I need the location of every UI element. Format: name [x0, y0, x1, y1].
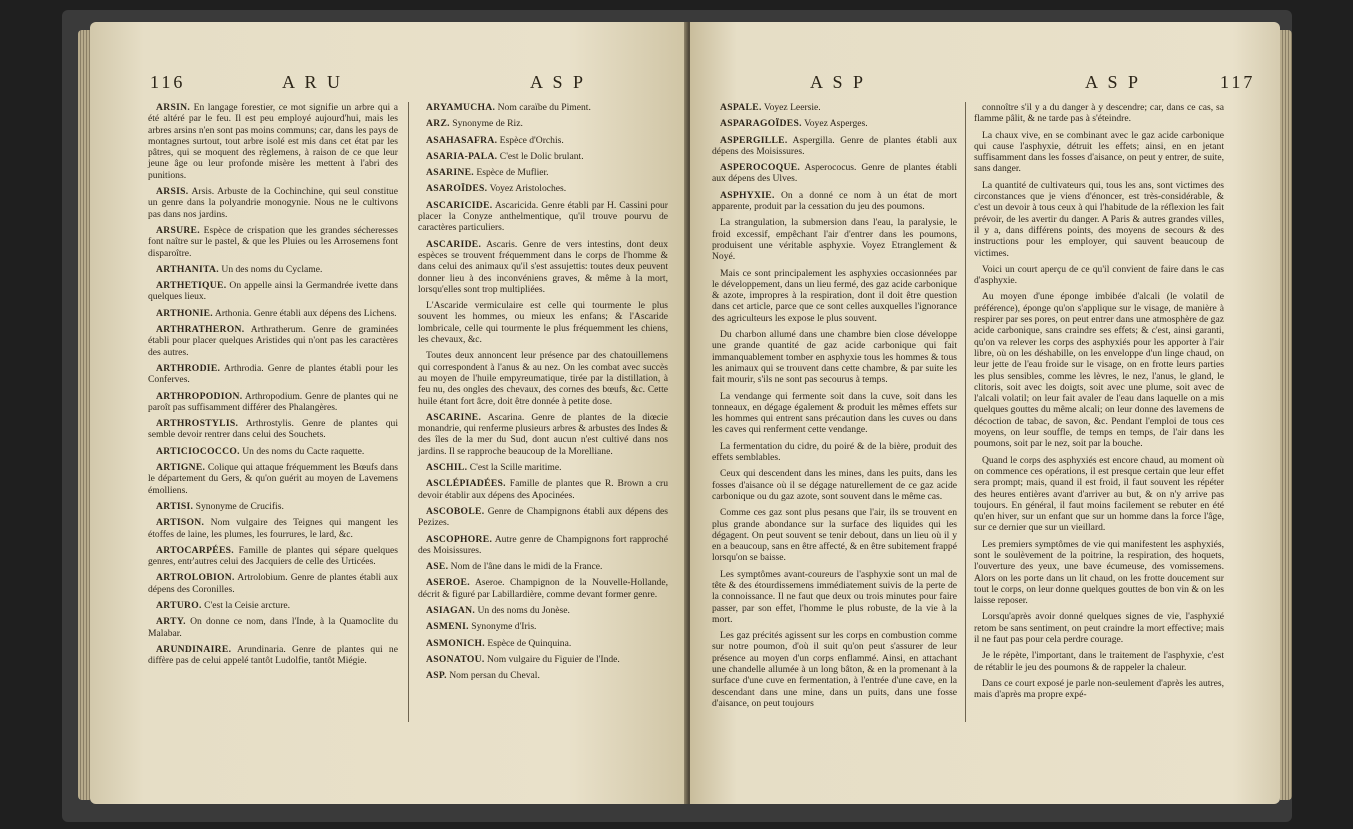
entry-text: Synonyme de Riz.: [452, 118, 523, 130]
entry-paragraph: [974, 611, 1224, 645]
entry-text: Nom vulgaire des Teignes qui mangent les étoffes de laine, les plumes, les fourrures, le lard, &c.: [148, 517, 398, 540]
entry-text: Famille de plantes que R. Brown a cru devoir établir aux dépens des Apocinées.: [418, 478, 668, 501]
entry-text: Quand le corps des asphyxiés est encore chaud, au moment où on commence ces opérations, il est presque certain que leur effet sera prompt; mais, quand il est froid, il faut souvent les répéter des heures entières avant d'arriver au but, & on n'y arrive pas toujours. En général, il faut moins facilement se rebuter en été qu'en hiver, sur un enfant que sur un homme dans la force l'âge, sur ce dernier que sur un vieillard.: [974, 454, 1224, 534]
entry-headword: ASEROE.: [426, 577, 470, 589]
entry-paragraph: [712, 630, 957, 709]
entry-headword: ASCARIDE.: [426, 238, 482, 250]
entry-text: C'est la Ceisie arcture.: [204, 599, 291, 611]
entry-headword: ARYAMUCHA.: [426, 102, 496, 113]
page-number: 116: [150, 72, 186, 92]
entry-text: C'est le Dolic brulant.: [499, 150, 584, 162]
entry-paragraph: [974, 650, 1224, 673]
dictionary-entry: [418, 200, 668, 234]
running-head: A S P: [530, 72, 587, 92]
dictionary-entry: [418, 506, 668, 529]
entry-headword: ASCARINE.: [426, 411, 482, 423]
entry-text: Les symptômes avant-coureurs de l'asphyxie sont un mal de tête & des étourdissemens immédiatement suivis de la perte de la connoissance. Il ne faut que deux ou trois minutes pour faire passer, par son effet, l'homme le plus robuste, de la vie à la mort.: [712, 568, 957, 625]
entry-headword: ASONATOU.: [426, 653, 485, 665]
entry-headword: ARSURE.: [156, 224, 200, 236]
entry-headword: ARTHANITA.: [156, 263, 219, 275]
dictionary-entry: [418, 638, 668, 649]
entry-headword: ARUNDINAIRE.: [156, 643, 232, 655]
entry-headword: ASARINE.: [426, 167, 474, 179]
dictionary-entry: [148, 280, 398, 303]
entry-text: La strangulation, la submersion dans l'eau, la paralysie, le froid excessif, empêchant l'air d'entrer dans les poumons, produisent une véritable asphyxie. Voyez Etranglement & Noyé.: [712, 217, 957, 263]
dictionary-entry: [418, 118, 668, 129]
entry-text: Espèce d'Orchis.: [499, 134, 564, 146]
dictionary-entry: [148, 264, 398, 275]
entry-text: Voyez Leersie.: [763, 102, 821, 113]
entry-text: L'Ascaride vermiculaire est celle qui tourmente le plus souvent les hommes, ou mieux les enfans; & l'Ascaride lombricale, celle qui tourmente le plus fréquemment les chiens, les chevaux, &c.: [418, 300, 668, 346]
entry-text: Toutes deux annoncent leur présence par des chatouillemens qui correspondent à l'anus & au nez. On les combat avec succès au moyen de l'huile empyreumatique, tirée par la distillation, à feu nu, des ongles des chevaux, des cornes des bœufs, &c. Cette huile étant fort âcre, doit être donnée à petite dose.: [418, 350, 668, 407]
entry-text: Espèce de Quinquina.: [487, 637, 572, 649]
dictionary-entry: [712, 102, 957, 113]
entry-headword: ASCHIL.: [426, 462, 468, 474]
entry-headword: ARTICIOCOCCO.: [156, 445, 240, 457]
entry-paragraph: [974, 180, 1224, 259]
entry-text: Genre de Champignons établi aux dépens des Pezizes.: [418, 505, 668, 529]
entry-headword: ARTOCARPÉES.: [156, 544, 234, 556]
entry-text: Un des noms du Cacte raquette.: [242, 445, 365, 457]
dictionary-entry: [148, 501, 398, 512]
entry-text: En langage forestier, ce mot signifie un arbre qui a été altéré par le feu. Il est peu employé aujourd'hui, mais les arbres arsins n'en sont pas moins communs; car, dans les pays de montagnes surtout, tout arbre isolé est mis dans cet état par les pâtres, qui se moquent des règlemens, à raison de ce que leur jeune âge ou leur profonde misère les mettent à l'abri des punitions.: [148, 102, 398, 181]
entry-text: Aspergilla. Genre de plantes établi aux dépens des Moisissures.: [712, 134, 957, 157]
entry-text: Ascaricida. Genre établi par H. Cassini pour placer la Conyze anthelmentique, qu'il trouve pourvu de caractères particuliers.: [418, 199, 669, 234]
entry-headword: ASIAGAN.: [426, 604, 476, 616]
entry-text: Arthropodium. Genre de plantes qui ne paroît pas suffisamment différer des Phalangères.: [148, 390, 398, 413]
text-column-1: [712, 102, 957, 714]
entry-text: Arundinaria. Genre de plantes qui ne diffère pas de celui appelé tantôt Ludolfie, tantôt Miégie.: [148, 643, 398, 667]
entry-paragraph: [712, 329, 957, 385]
running-head: A S P: [810, 72, 867, 92]
entry-headword: ARTHETIQUE.: [156, 280, 227, 292]
dictionary-entry: [148, 517, 398, 540]
entry-headword: ASCARICIDE.: [426, 199, 493, 211]
dictionary-entry: [148, 324, 398, 358]
entry-headword: ASCLÉPIADÉES.: [426, 478, 506, 490]
right-page: [690, 22, 1280, 804]
entry-headword: ARTIGNE.: [156, 462, 206, 474]
entry-text: Synonyme d'Iris.: [471, 621, 537, 633]
entry-headword: ARTHRODIE.: [156, 362, 221, 374]
column-rule: [965, 102, 966, 722]
entry-headword: ARTISON.: [156, 517, 205, 529]
entry-text: C'est la Scille maritime.: [469, 462, 562, 474]
entry-headword: ARTROLOBION.: [156, 572, 235, 584]
dictionary-entry: [418, 239, 668, 295]
column-rule: [408, 102, 409, 722]
entry-text: La fermentation du cidre, du poiré & de la bière, produit des effets semblables.: [712, 440, 957, 464]
dictionary-entry: [418, 462, 668, 473]
entry-paragraph: [712, 507, 957, 563]
dictionary-entry: [148, 418, 398, 441]
dictionary-entry: [148, 644, 398, 667]
dictionary-entry: [148, 572, 398, 595]
dictionary-entry: [148, 308, 398, 319]
dictionary-entry: [712, 162, 957, 185]
entry-text: On a donné ce nom à un état de mort apparente, produit par la cessation du jeu des poumons.: [712, 189, 957, 213]
entry-text: Mais ce sont principalement les asphyxies occasionnées par le développement, dans un lieu fermé, des gaz acide carbonique & azote, impropres à la respiration, dont il doit être question dans cet article, parce que ce sont celles auxquelles l'ignorance des agriculteurs les expose le plus souvent.: [712, 267, 957, 324]
entry-text: Aseroe. Champignon de la Nouvelle-Hollande, décrit & figuré par Labillardière, comme devant former genre.: [418, 577, 668, 600]
entry-text: Un des noms du Jonèse.: [477, 604, 570, 616]
entry-paragraph: [418, 350, 668, 406]
entry-headword: ASPEROCOQUE.: [720, 162, 801, 174]
page-number: 117: [1220, 72, 1256, 92]
dictionary-entry: [712, 135, 957, 158]
dictionary-entry: [148, 446, 398, 457]
entry-headword: ARTHROSTYLIS.: [156, 418, 239, 430]
entry-headword: ASMENI.: [426, 621, 469, 633]
entry-headword: ASP.: [426, 670, 447, 682]
dictionary-entry: [418, 167, 668, 178]
entry-headword: ASPALE.: [720, 102, 762, 113]
dictionary-entry: [712, 118, 957, 129]
entry-text: Arthrodia. Genre de plantes établi pour les Conferves.: [148, 362, 398, 386]
entry-headword: ASCOPHORE.: [426, 533, 493, 545]
page-edges-right: [1280, 30, 1292, 800]
dictionary-entry: [418, 135, 668, 146]
entry-text: Espèce de Muflier.: [476, 167, 549, 179]
entry-text: Artrolobium. Genre de plantes établi aux dépens des Coronilles.: [148, 572, 398, 595]
entry-text: Les gaz précités agissent sur les corps en combustion comme sur notre poumon, d'où il suit qu'on peut s'assurer de leur présence au moyen d'un corps enflammé. Ainsi, en attachant une chandelle allumée à un long bâton, & en la promenant à la surface d'une cuve en fermentation, à l'entrée d'une cave, en la descendant dans une mine, dans un puits, dans une fosse d'aisance, on peut toujours: [712, 630, 957, 709]
entry-text: Ceux qui descendent dans les mines, dans les puits, dans les fosses d'aisance où il se dégage naturellement de ce gaz acide carbonique ou du gaz azote, sont souvent dans le même cas.: [712, 468, 957, 502]
entry-paragraph: [418, 300, 668, 345]
dictionary-entry: [418, 102, 668, 113]
entry-headword: ARTY.: [156, 616, 186, 628]
entry-paragraph: [974, 130, 1224, 175]
dictionary-entry: [148, 186, 398, 220]
entry-text: Voici un court aperçu de ce qu'il convient de faire dans le cas d'asphyxie.: [974, 263, 1224, 287]
entry-text: Famille de plantes qui sépare quelques genres, entr'autres celui des Jacquiers de celle des Urticées.: [148, 544, 398, 568]
entry-text: Dans ce court exposé je parle non-seulement d'après les autres, mais d'après ma propre expé-: [974, 677, 1224, 701]
entry-paragraph: [712, 268, 957, 324]
entry-headword: ASPERGILLE.: [720, 134, 788, 146]
dictionary-entry: [418, 412, 668, 457]
dictionary-entry: [418, 534, 668, 557]
entry-paragraph: [712, 217, 957, 262]
dictionary-entry: [418, 561, 668, 572]
dictionary-entry: [418, 183, 668, 194]
dictionary-entry: [148, 363, 398, 386]
dictionary-entry: [148, 102, 398, 181]
entry-text: Je le répète, l'important, dans le traitement de l'asphyxie, c'est de rétablir le jeu des poumons & de rappeler la chaleur.: [974, 650, 1224, 673]
entry-paragraph: [712, 569, 957, 625]
left-page: [90, 22, 688, 804]
entry-text: Arthrostylis. Genre de plantes qui semble devoir rentrer dans celui des Souchets.: [148, 418, 398, 441]
text-column-2: [974, 102, 1224, 706]
entry-text: Voyez Aristoloches.: [489, 183, 567, 195]
entry-headword: ASARIA-PALA.: [426, 150, 498, 162]
dictionary-entry: [418, 654, 668, 665]
entry-text: Un des noms du Cyclame.: [221, 263, 323, 275]
entry-paragraph: [712, 391, 957, 436]
entry-text: Colique qui attaque fréquemment les Bœufs dans le département du Gers, & qu'on guérit au moyen de Lavemens émolliens.: [148, 462, 398, 496]
entry-paragraph: [712, 468, 957, 502]
entry-text: Autre genre de Champignons fort rapproché des Moisissures.: [418, 533, 668, 556]
dictionary-entry: [148, 545, 398, 568]
entry-headword: ASAROÏDES.: [426, 183, 488, 195]
entry-text: Ascarina. Genre de plantes de la diœcie monandrie, qui renferme plusieurs arbres & arbustes des Indes & des îles de la mer du Sud, dont aucun n'est cultivé dans nos jardins. Il se rapproche beaucoup de la Morelliane.: [418, 411, 668, 457]
dictionary-entry: [148, 616, 398, 639]
entry-paragraph: [974, 102, 1224, 125]
entry-text: On appelle ainsi la Germandrée ivette dans quelques lieux.: [148, 280, 398, 303]
entry-text: Nom persan du Cheval.: [449, 670, 540, 682]
dictionary-entry: [418, 670, 668, 681]
entry-headword: ARTURO.: [156, 599, 202, 611]
running-head: A R U: [282, 72, 344, 92]
entry-text: Au moyen d'une éponge imbibée d'alcali (le volatil de préférence), éponge qu'on s'applique sur le visage, de manière à respirer par ses pores, on peut entrer dans une atmosphère de gaz acide carbonique, sans craindre ses effets; & c'est, ainsi garanti, qu'on va relever les corps des asphyxiés pour les apporter à l'air libre, où on les déshabille, on les enveloppe d'un linge chaud, on leur jette de l'eau froide sur le visage, on en frotte leurs parties les plus sensibles, comme les lèvres, le nez, l'anus, le gland, le clitoris, soit avec les doigts, soit avec une plume, soit avec de l'alcali volatil; on leur fait avaler de l'eau dans laquelle on a mis quelques gouttes du même alcali; on leur donne des lavemens de décoction de tabac, de savon, &c. Pendant l'emploi de tous ces moyens, on leur souffle, de temps en temps, de l'air dans les poumons, soit par le nez, soit par la bouche.: [974, 291, 1224, 450]
entry-text: Du charbon allumé dans une chambre bien close développe une grande quantité de gaz acide carbonique qui fait immanquablement tomber en asphyxie tous les hommes & tous les animaux qui se trouvent dans cette chambre, & par suite les fait mourir, s'ils ne sont pas secourus à temps.: [712, 329, 957, 386]
text-column-1: [148, 102, 398, 671]
entry-headword: ARTHONIE.: [156, 307, 214, 319]
entry-paragraph: [974, 678, 1224, 701]
entry-text: Ascaris. Genre de vers intestins, dont deux espèces se trouvent fréquemment dans le corps de l'homme & dans celui des animaux qu'il s'est assujettis: toutes deux peuvent donner lieu à des inconvéniens graves, & même à la mort, lorsqu'elles sont trop multipliées.: [418, 238, 668, 295]
dictionary-entry: [148, 225, 398, 259]
text-column-2: [418, 102, 668, 686]
entry-headword: ARSIN.: [156, 102, 191, 113]
entry-headword: ASMONICH.: [426, 637, 485, 649]
dictionary-entry: [418, 605, 668, 616]
running-head: A S P: [1085, 72, 1142, 92]
entry-text: Arthratherum. Genre de graminées établi pour placer quelques Aristides qui n'ont pas les caractères des autres.: [148, 324, 398, 358]
dictionary-entry: [418, 577, 668, 600]
entry-text: La vendange qui fermente soit dans la cuve, soit dans les tonneaux, en dégage également & produit les mêmes effets sur les hommes qui entrent sans précaution dans les cuves ou dans les caves qui renferment cette vendange.: [712, 390, 957, 436]
entry-paragraph: [974, 264, 1224, 287]
entry-text: Asperococus. Genre de plantes établi aux dépens des Ulves.: [712, 162, 957, 185]
entry-paragraph: [712, 441, 957, 464]
entry-text: Espèce de crispation que les grandes sécheresses font naître sur le pastel, & que les Pluies ou les Arrosemens font disparoître.: [148, 224, 398, 259]
entry-text: Nom caraïbe du Piment.: [497, 102, 591, 113]
entry-headword: ASAHASAFRA.: [426, 134, 498, 146]
entry-text: Nom vulgaire du Figuier de l'Inde.: [487, 653, 620, 665]
entry-text: connoître s'il y a du danger à y descendre; car, dans ce cas, sa flamme pâlit, & ne tarde pas à s'éteindre.: [974, 102, 1224, 125]
entry-text: La quantité de cultivateurs qui, tous les ans, sont victimes des circonstances que je viens d'énoncer, est très-considérable, & c'est un devoir à tous ceux à qui l'habitude de la réflexion les fait prévoir, de les avertir du danger. A Paris & autres grandes villes, il y a, dans différens points, des moyens de secours & des instructions pour les employer, qui sauvent beaucoup de victimes.: [974, 179, 1224, 259]
dictionary-entry: [148, 391, 398, 414]
page-edges-left: [78, 30, 90, 800]
entry-paragraph: [974, 539, 1224, 607]
entry-headword: ARTISI.: [156, 500, 194, 512]
entry-paragraph: [974, 291, 1224, 449]
dictionary-entry: [148, 462, 398, 496]
entry-text: Nom de l'âne dans le midi de la France.: [450, 561, 603, 573]
dictionary-entry: [712, 190, 957, 213]
dictionary-entry: [418, 621, 668, 632]
entry-headword: ARTHROPODION.: [156, 390, 243, 402]
entry-headword: ASCOBOLE.: [426, 505, 485, 517]
entry-headword: ARZ.: [426, 118, 450, 130]
entry-headword: ASPHYXIE.: [720, 189, 775, 201]
entry-headword: ARTHRATHERON.: [156, 324, 245, 336]
entry-text: On donne ce nom, dans l'Inde, à la Quamoclite du Malabar.: [148, 616, 398, 639]
entry-headword: ARSIS.: [156, 186, 189, 198]
dictionary-entry: [418, 478, 668, 501]
entry-text: Voyez Asperges.: [804, 118, 868, 130]
entry-paragraph: [974, 455, 1224, 534]
entry-text: Arthonia. Genre établi aux dépens des Lichens.: [214, 307, 397, 319]
entry-text: Arsis. Arbuste de la Cochinchine, qui seul constitue un genre dans la polyandrie monogynie. Nous ne le cultivons pas dans nos jardins.: [148, 186, 398, 220]
entry-text: Synonyme de Crucifis.: [195, 500, 284, 512]
entry-text: Comme ces gaz sont plus pesans que l'air, ils se trouvent en plus grande abondance sur la surface des liquides qui les dégagent. On peut souvent se tenir debout, dans un lieu où il y en a beaucoup, sans en être affecté, & en être subitement frappé lorsqu'on se baisse.: [712, 507, 957, 564]
entry-headword: ASPARAGOÏDES.: [720, 118, 802, 130]
entry-text: La chaux vive, en se combinant avec le gaz acide carbonique qui cause l'asphyxie, détruit les effets; ainsi, en en jetant suffisamment dans les fosses d'aisance, on peut y entrer, de suite, sans danger.: [974, 129, 1224, 175]
dictionary-entry: [148, 600, 398, 611]
entry-text: Lorsqu'après avoir donné quelques signes de vie, l'asphyxié retom be sans sentiment, on peut craindre la mort effective; mais il ne faut pas pour cela perdre courage.: [974, 611, 1224, 646]
dictionary-entry: [418, 151, 668, 162]
entry-text: Les premiers symptômes de vie qui manifestent les asphyxiés, sont le soulèvement de la poitrine, la respiration, des hoquets, l'ouverture des yeux, une bave écumeuse, des vomissemens. Alors on les porte dans un lit chaud, on les frotte doucement sur tout le corps, on leur donne quelques gouttes de bon vin & on les laisse reposer.: [974, 538, 1224, 607]
entry-headword: ASE.: [426, 561, 449, 573]
